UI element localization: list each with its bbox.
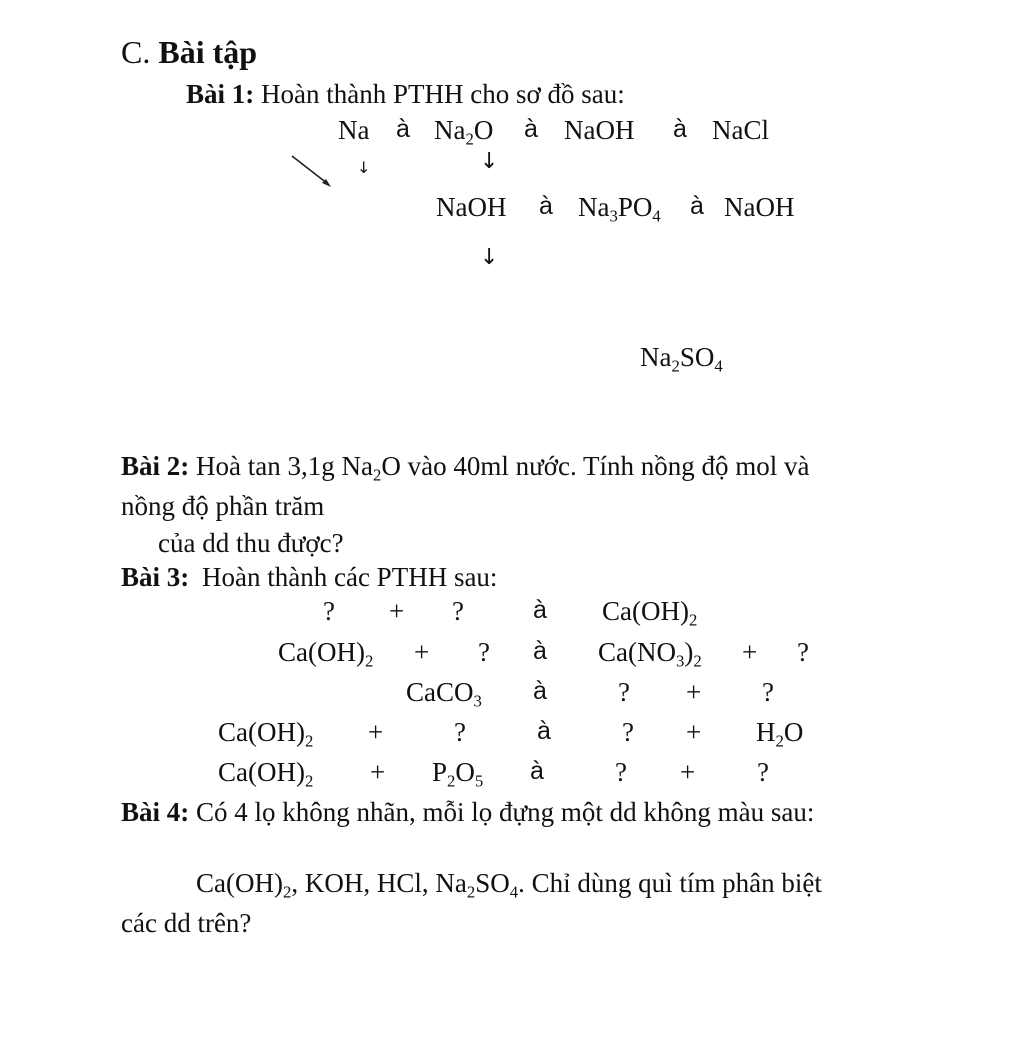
chem-na2o: $Na_2O$	[434, 115, 494, 149]
chem-nacl: NaCl	[712, 115, 769, 145]
eq2-product2: ?	[797, 637, 809, 667]
bai1-heading	[186, 81, 625, 108]
eq4-plus2: +	[686, 717, 702, 747]
bai4-line1	[121, 799, 814, 826]
eq5-plus: +	[370, 757, 386, 787]
bai2-line3: của dd thu được?	[158, 528, 344, 558]
bai4-line3: các dd trên?	[121, 908, 252, 938]
eq5-reactant2: $P_2O_5$	[432, 757, 484, 791]
eq2-arrow: à	[533, 637, 547, 665]
bai2-label: Bài 2:	[121, 451, 190, 481]
eq4-reactant2: ?	[454, 717, 466, 747]
eq5-plus2: +	[680, 757, 696, 787]
eq5-reactant1: $Ca(OH)_2$	[218, 757, 314, 791]
section-prefix: C.	[121, 34, 151, 70]
arrow-na-na2o: à	[396, 115, 410, 143]
eq5-product1: ?	[615, 757, 627, 787]
arrow-naoh-na3po4: à	[539, 192, 553, 220]
bai4-label: Bài 4:	[121, 797, 190, 827]
chem-na: Na	[338, 115, 370, 145]
down-arrow-icon: ↓	[480, 245, 499, 270]
arrow-na2o-naoh: à	[524, 115, 538, 143]
bai1-label: Bài 1:	[186, 79, 255, 109]
eq2-reactant2: ?	[478, 637, 490, 667]
eq1-reactant1: ?	[323, 596, 335, 626]
eq1-arrow: à	[533, 596, 547, 624]
bai4-line2: $Ca(OH)_2$, KOH, HCl, $Na_2SO_4$. Chỉ dùng quì tím phân biệt	[196, 868, 822, 902]
chem-na2so4: $Na_2SO_4$	[640, 342, 723, 376]
chem-naoh: NaOH	[564, 115, 635, 145]
eq4-product1: ?	[622, 717, 634, 747]
eq3-plus: +	[686, 677, 702, 707]
eq2-product1: $Ca(NO_3)_2$	[598, 637, 702, 671]
bai3-label: Bài 3:	[121, 562, 190, 592]
eq3-product2: ?	[762, 677, 774, 707]
arrow-na3po4-naoh: à	[690, 192, 704, 220]
eq3-reactant: CaCO$_3$	[406, 677, 482, 711]
eq4-product2: $H_2O$	[756, 717, 804, 751]
eq1-product: $Ca(OH)_2$	[602, 596, 698, 630]
section-heading	[121, 36, 257, 68]
eq2-plus: +	[414, 637, 430, 667]
eq4-reactant1: $Ca(OH)_2$	[218, 717, 314, 751]
chem-naoh-2: NaOH	[436, 192, 507, 222]
bai2-line2: nồng độ phần trăm	[121, 491, 325, 521]
down-arrow-icon: ↓	[480, 149, 499, 174]
bai2-line1: Bài 2: Hoà tan 3,1g $Na_2O$ vào 40ml nước. Tính nồng độ mol và	[121, 451, 810, 485]
bai3-heading	[121, 564, 497, 591]
short-down-arrow-icon: ↓	[357, 158, 371, 177]
eq4-arrow: à	[537, 717, 551, 745]
eq2-reactant1: $Ca(OH)_2$	[278, 637, 374, 671]
chem-naoh-3: NaOH	[724, 192, 795, 222]
diagonal-arrow-icon	[288, 152, 336, 192]
eq1-plus: +	[389, 596, 405, 626]
eq3-arrow: à	[533, 677, 547, 705]
eq5-product2: ?	[757, 757, 769, 787]
eq4-plus: +	[368, 717, 384, 747]
bai3-text: Hoàn thành các PTHH sau:	[202, 562, 498, 592]
arrow-naoh-nacl: à	[673, 115, 687, 143]
eq1-reactant2: ?	[452, 596, 464, 626]
chem-na3po4: $Na_3PO_4$	[578, 192, 661, 226]
eq2-plus2: +	[742, 637, 758, 667]
eq3-product1: ?	[618, 677, 630, 707]
bai4-text: Có 4 lọ không nhãn, mỗi lọ đựng một dd không màu sau:	[196, 797, 815, 827]
bai1-text: Hoàn thành PTHH cho sơ đồ sau:	[261, 79, 625, 109]
eq5-arrow: à	[530, 757, 544, 785]
section-title: Bài tập	[158, 34, 258, 70]
